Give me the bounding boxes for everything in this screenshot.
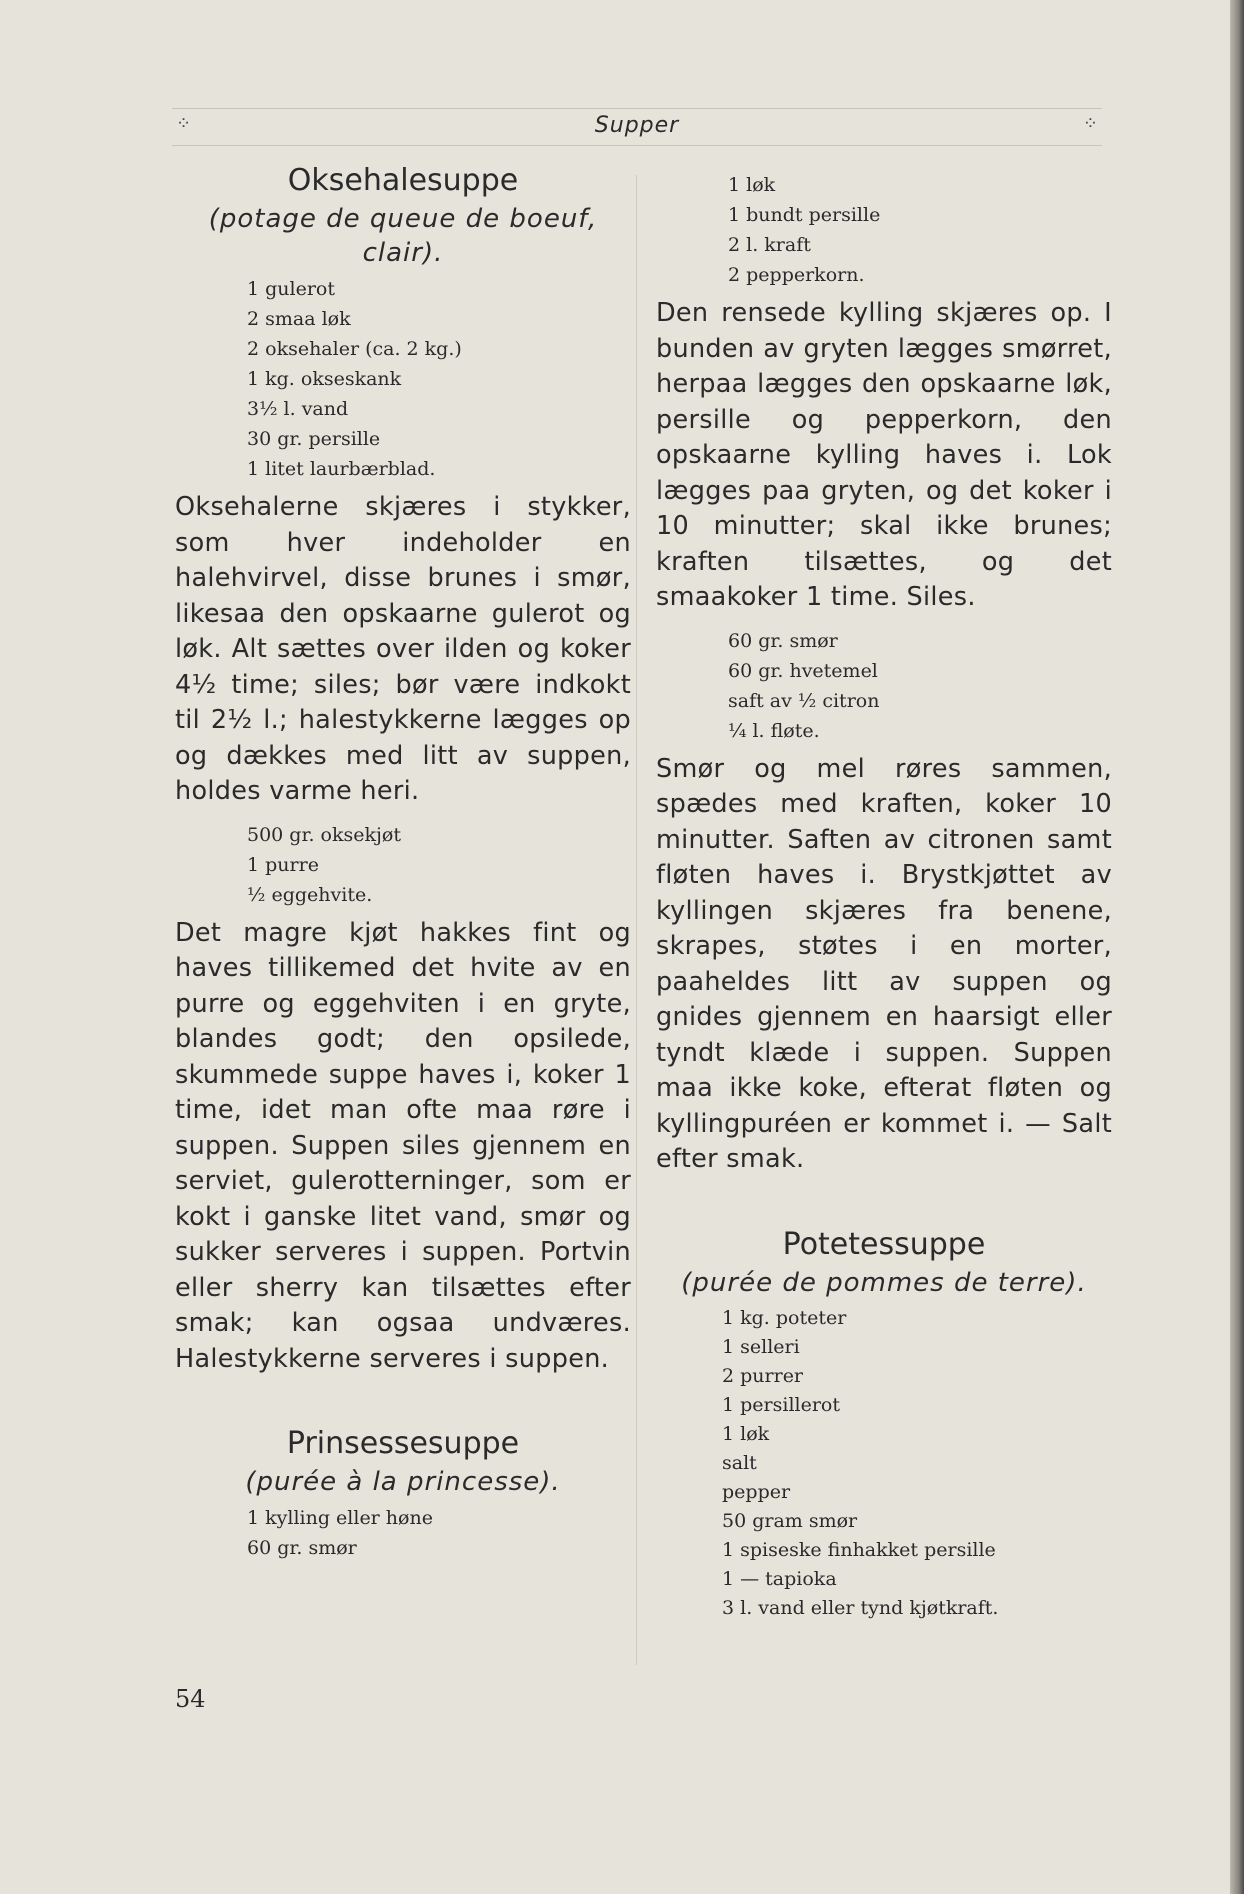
- ingredient-item: 1 kg. poteter: [722, 1306, 847, 1329]
- ingredient-item: 2 l. kraft: [728, 234, 811, 256]
- ingredient-item: 2 pepperkorn.: [728, 264, 865, 286]
- ingredient-item: 1 — tapioka: [722, 1567, 837, 1590]
- ingredient-item: 3½ l. vand: [247, 398, 349, 420]
- ingredient-item: 1 spiseske finhakket persille: [722, 1538, 996, 1561]
- ingredient-item: 1 kg. okseskank: [247, 368, 402, 390]
- recipe-title: Potetessuppe: [782, 1226, 986, 1262]
- ingredient-item: 60 gr. smør: [247, 1537, 357, 1559]
- recipe-title: Prinsessesuppe: [286, 1426, 520, 1461]
- ingredient-item: 2 oksehaler (ca. 2 kg.): [247, 338, 462, 360]
- ingredient-list: [175, 1503, 631, 1563]
- ingredient-list: [656, 626, 1112, 746]
- book-edge: [1230, 0, 1244, 1894]
- ingredient-item: 1 løk: [722, 1422, 770, 1445]
- ingredient-item: 1 litet laurbærblad.: [247, 458, 436, 480]
- column-divider: [636, 175, 637, 1665]
- recipe-instructions: Oksehalerne skjæres i stykker, som hver indeholder en halehvirvel, disse brunes i smør, likesaa den opskaarne gulerot og løk. Alt sættes over ilden og koker 4½ time; siles; bør være indkokt til 2½ l.; halestykkerne lægges op og dækkes med litt av suppen, holdes varme heri.: [175, 492, 631, 806]
- ingredient-item: 1 persillerot: [722, 1393, 840, 1416]
- recipe-instructions: Smør og mel røres sammen, spædes med kraften, koker 10 minutter. Saften av citronen samt fløten haves i. Brystkjøttet av kyllingen skjæres fra benene, skrapes, støtes i en morter, paaheldes litt av suppen og gnides gjennem en haarsigt eller tyndt klæde i suppen. Suppen maa ikke koke, efterat fløten og kyllingpuréen er kommet i. — Salt efter smak.: [656, 753, 1112, 1174]
- ingredient-item: 1 purre: [247, 853, 319, 876]
- ingredient-item: 50 gram smør: [722, 1509, 858, 1532]
- ornament-left-icon: ⁘: [176, 113, 192, 134]
- ingredient-item: 1 bundt persille: [728, 204, 881, 226]
- recipe-instructions: Den rensede kylling skjæres op. I bunden av gryten lægges smørret, herpaa lægges den opskaarne løk, persille og pepperkorn, den opskaarne kylling haves i. Lok lægges paa gryten, og det koker i 10 minutter; skal ikke brunes; kraften tilsættes, og det smaakoker 1 time. Siles.: [656, 298, 1112, 612]
- left-column: [175, 160, 631, 1569]
- running-header: [172, 108, 1102, 146]
- ornament-right-icon: ⁘: [1082, 113, 1098, 134]
- ingredient-item: 30 gr. persille: [247, 428, 381, 450]
- ingredient-list: [656, 1304, 1112, 1623]
- ingredient-item: 1 selleri: [722, 1335, 800, 1358]
- ingredient-item: saft av ½ citron: [728, 689, 880, 712]
- ingredient-item: 500 gr. oksekjøt: [247, 823, 401, 846]
- ingredient-list: [175, 820, 631, 910]
- ingredient-item: 3 l. vand eller tynd kjøtkraft.: [722, 1596, 999, 1619]
- right-column: [656, 170, 1112, 1629]
- header-title: Supper: [594, 113, 680, 138]
- ingredient-item: ½ eggehvite.: [247, 883, 373, 906]
- ingredient-item: 1 gulerot: [247, 278, 336, 300]
- ingredient-item: 60 gr. smør: [728, 629, 838, 652]
- ingredient-item: 1 kylling eller høne: [247, 1507, 433, 1529]
- ingredient-item: 2 purrer: [722, 1364, 804, 1387]
- ingredient-list: [656, 170, 1112, 290]
- recipe-title: Oksehalesuppe: [287, 163, 519, 198]
- ingredient-item: salt: [722, 1451, 757, 1474]
- ingredient-item: ¼ l. fløte.: [728, 719, 820, 742]
- page-number: 54: [175, 1685, 206, 1713]
- recipe-subtitle: (purée de pommes de terre).: [681, 1267, 1087, 1298]
- ingredient-item: 60 gr. hvetemel: [728, 659, 878, 682]
- recipe-instructions: Det magre kjøt hakkes fint og haves tillikemed det hvite av en purre og eggehviten i en gryte, blandes godt; den opsilede, skummede suppe haves i, koker 1 time, idet man ofte maa røre i suppen. Suppen siles gjennem en serviet, gulerotterninger, som er kokt i ganske litet vand, smør og sukker serveres i suppen. Portvin eller sherry kan tilsættes efter smak; kan ogsaa undværes. Halestykkerne serveres i suppen.: [175, 917, 631, 1374]
- ingredient-list: [175, 274, 631, 484]
- ingredient-item: 2 smaa løk: [247, 308, 351, 330]
- ingredient-item: 1 løk: [728, 174, 776, 196]
- ingredient-item: pepper: [722, 1480, 791, 1503]
- recipe-subtitle: (potage de queue de boeuf, clair).: [208, 204, 598, 268]
- recipe-subtitle: (purée à la princesse).: [245, 1467, 561, 1497]
